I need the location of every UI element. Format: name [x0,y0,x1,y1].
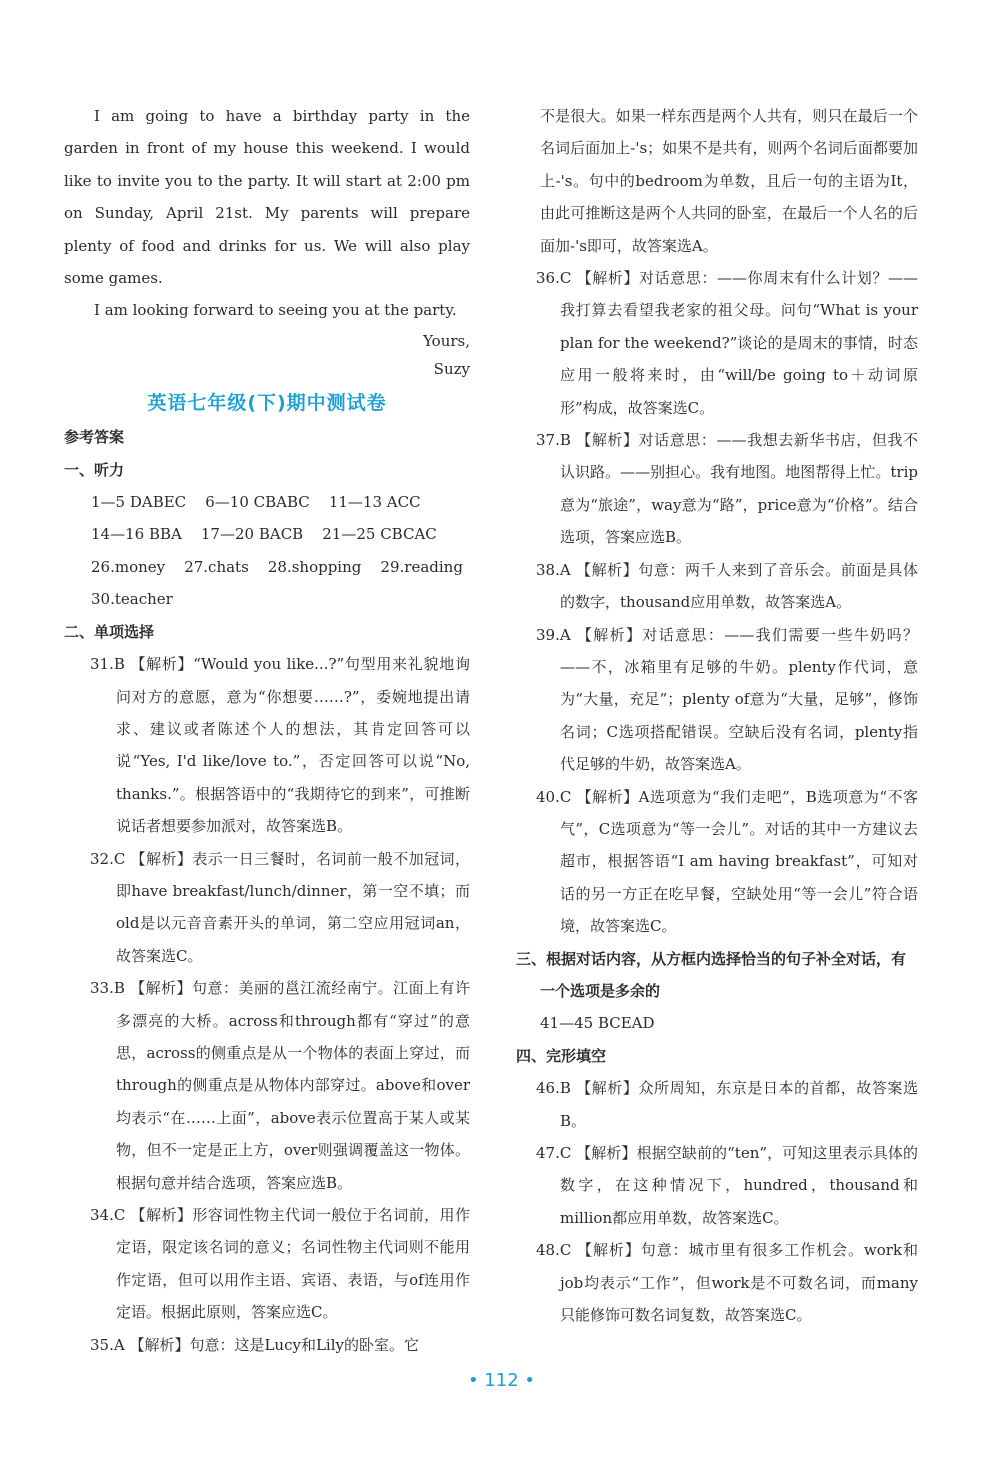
answer-item-32: 32.C 【解析】表示一日三餐时，名词前一般不加冠词，即have breakfast/lunch/dinner，第一空不填；而old是以元音音素开头的单词，第二空应用冠词an，故答案选C。 [90,849,470,965]
listening-answer-line: 30.teacher [91,590,173,609]
answer-item-35: 35.A 【解析】句意：这是Lucy和Lily的卧室。它 [90,1335,419,1354]
listening-answer-line: 14—16 BBA 17—20 BACB 21—25 CBCAC [91,525,437,544]
page-title: 英语七年级(下)期中测试卷 [147,391,387,414]
answer-item-40: 40.C 【解析】A选项意为“我们走吧”，B选项意为“不客气”，C选项意为“等一会儿”。对话的其中一方建议去超市，根据答语“I am having breakfast”，可知对话的另一方正在吃早餐，空缺处用“等一会儿”符合语境，故答案选C。 [536,787,918,936]
listening-answer-line: 1—5 DABEC 6—10 CBABC 11—13 ACC [91,493,421,512]
letter-paragraph-2: I am looking forward to seeing you at the party. [94,301,457,320]
answer-item-34: 34.C 【解析】形容词性物主代词一般位于名词前，用作定语，限定该名词的意义；名词性物主代词则不能用作定语，但可以用作主语、宾语、表语，与of连用作定语。根据此原则，答案应选C。 [90,1206,470,1322]
section-dialogue: 三、根据对话内容，从方框内选择恰当的句子补全对话，有一个选项是多余的 [516,949,907,1000]
listening-answer-line: 26.money 27.chats 28.shopping 29.reading [91,557,463,576]
dialogue-answer: 41—45 BCEAD [540,1014,655,1033]
letter-closing: Yours, [423,331,470,350]
answer-item-47: 47.C 【解析】根据空缺前的“ten”，可知这里表示具体的数字，在这种情况下，hundred，thousand和million都应用单数，故答案选C。 [536,1144,918,1227]
answer-item-48: 48.C 【解析】句意：城市里有很多工作机会。work和job均表示“工作”，但work是不可数名词，而many只能修饰可数名词复数，故答案选C。 [536,1241,918,1325]
section-single-choice: 二、单项选择 [64,622,155,641]
left-column [64,100,470,1361]
answer-item-37: 37.B 【解析】对话意思：——我想去新华书店，但我不认识路。——别担心。我有地图。地图帮得上忙。trip意为“旅途”，way意为“路”，price意为“价格”。结合选项，答案应选B。 [536,431,918,547]
answer-item-38: 38.A 【解析】句意：两千人来到了音乐会。前面是具体的数字，thousand应用单数，故答案选A。 [536,560,918,612]
answer-item-39: 39.A 【解析】对话意思：——我们需要一些牛奶吗？——不，冰箱里有足够的牛奶。plenty作代词，意为“大量，充足”；plenty of意为“大量，足够”，修饰名词；C选项搭配错误。空缺后没有名词，plenty指代足够的牛奶，故答案选A。 [536,625,918,774]
section-cloze: 四、完形填空 [516,1046,607,1065]
letter-paragraph-1: I am going to have a birthday party in the garden in front of my house this weekend. I would like to invite you to the party. It will start at 2:00 pm on Sunday, April 21st. My parents will prepare plenty of food and drinks for us. We will also play some games. [64,107,470,288]
answer-item-33: 33.B 【解析】句意：美丽的邕江流经南宁。江面上有许多漂亮的大桥。across和through都有“穿过”的意思，across的侧重点是从一个物体的表面上穿过，而through的侧重点是从物体内部穿过。above和over均表示“在……上面”，above表示位置高于某人或某物，但不一定是正上方，over则强调覆盖这一物体。根据句意并结合选项，答案应选B。 [90,979,470,1192]
section-listening: 一、听力 [64,460,125,479]
answer-item-35-continued: 不是很大。如果一样东西是两个人共有，则只在最后一个名词后面加上-'s；如果不是共有，则两个名词后面都要加上-'s。句中的bedroom为单数，且后一句的主语为It，由此可推断这是两个人共同的卧室，在最后一个人名的后面加-'s即可，故答案选A。 [540,107,918,255]
answer-item-31: 31.B 【解析】“Would you like...?”句型用来礼貌地询问对方的意愿，意为“你想要……?”，委婉地提出请求、建议或者陈述个人的想法，其肯定回答可以说“Yes, I'd like/love to.”，否定回答可以说“No, thanks.”。根据答语中的“我期待它的到来”，可推断说话者想要参加派对，故答案选B。 [90,655,470,836]
right-column [516,100,918,1331]
answer-item-36: 36.C 【解析】对话意思：——你周末有什么计划？——我打算去看望我老家的祖父母。问句“What is your plan for the weekend?”谈论的是周末的事情，时态应用一般将来时，由“will/be going to＋动词原形”构成，故答案选C。 [536,269,918,417]
page-number: • 112 • [467,1370,536,1391]
letter-signature: Suzy [433,359,470,378]
reference-answer-label: 参考答案 [64,428,125,447]
answer-item-46: 46.B 【解析】众所周知，东京是日本的首都，故答案选B。 [536,1079,918,1130]
